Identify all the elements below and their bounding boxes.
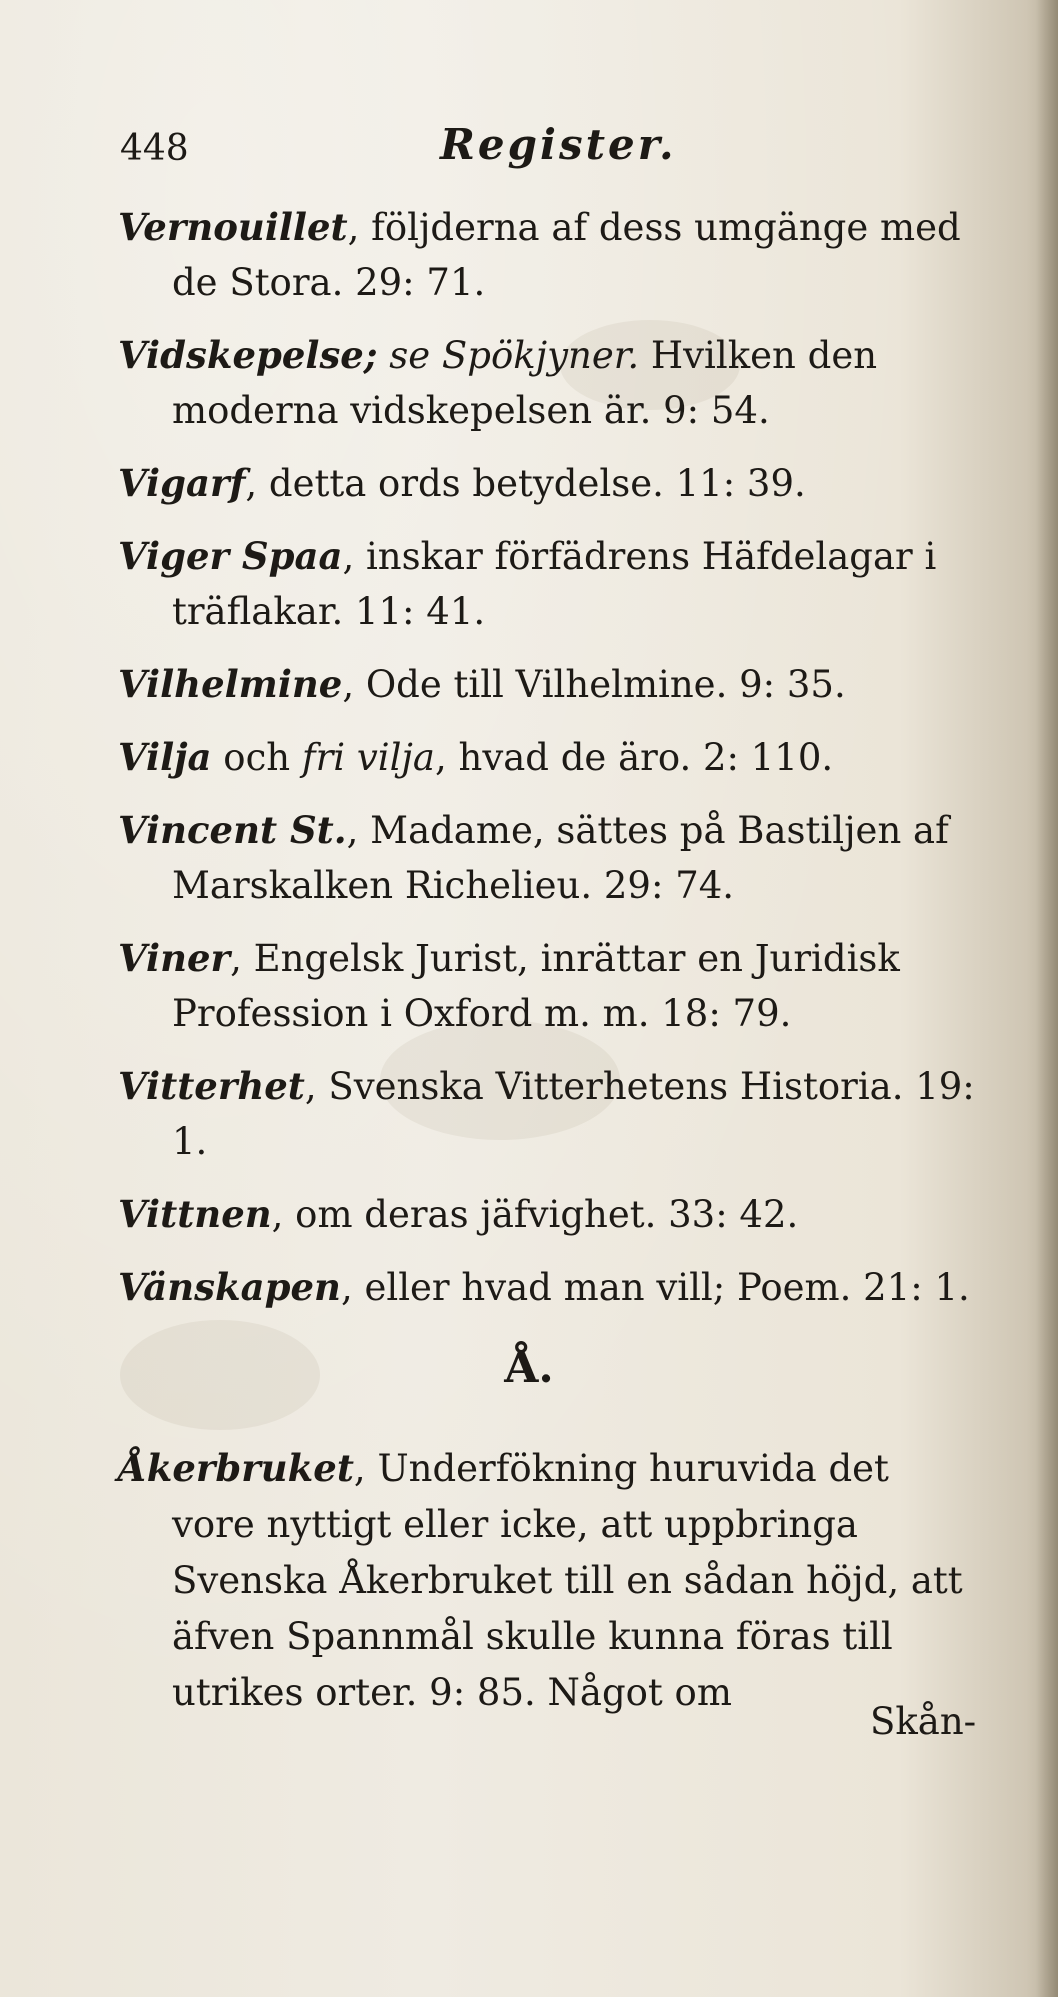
entry-head: Vernouillet <box>118 205 348 249</box>
register-entry <box>118 200 978 310</box>
register-entry <box>118 931 978 1041</box>
entry-head: Vilja <box>118 735 212 779</box>
register-entry <box>118 730 978 785</box>
entry-text: , Svenska Vitterhetens Historia. 19: 1. <box>172 1065 975 1163</box>
register-entry <box>118 529 978 639</box>
section-heading: Å. <box>504 1342 554 1393</box>
register-entry <box>118 1440 978 1721</box>
register-entry <box>118 803 978 913</box>
entry-head: Åkerbruket <box>118 1446 354 1490</box>
entry-head: Viger Spaa <box>118 534 343 578</box>
entry-head: Vittnen <box>118 1192 272 1236</box>
entry-text: och <box>211 736 302 779</box>
register-entry <box>118 657 978 712</box>
entry-text: , Madame, sättes på Bastiljen af Marskalken Richelieu. 29: 74. <box>172 809 949 907</box>
register-entry <box>118 1260 978 1315</box>
entry-text: Hvilken den moderna vidskepelsen är. 9: 54. <box>172 334 878 432</box>
entry-crossref: se Spökjyner. <box>377 334 640 377</box>
catchword: Skån- <box>870 1700 977 1743</box>
entry-head: Vigarf <box>118 461 246 505</box>
entry-text: , Underfökning huruvida det vore nyttigt eller icke, att uppbringa Svenska Åkerbruket till en sådan höjd, att äfven Spannmål skulle kunna föras till utrikes orter. 9: 85. Något om <box>172 1447 963 1714</box>
entry-text: , inskar förfädrens Häfdelagar i träflakar. 11: 41. <box>172 535 937 633</box>
entry-head: Vidskepelse; <box>118 333 378 377</box>
register-entries-section-a-ring <box>118 1440 978 1739</box>
register-entry <box>118 456 978 511</box>
entry-italic-term: fri vilja <box>301 736 435 779</box>
page-header <box>120 120 940 180</box>
entry-head: Vilhelmine <box>118 662 343 706</box>
entry-head: Viner <box>118 936 231 980</box>
register-entry <box>118 1059 978 1169</box>
entry-text: , detta ords betydelse. 11: 39. <box>245 462 806 505</box>
entry-text: , Ode till Vilhelmine. 9: 35. <box>342 663 846 706</box>
entry-head: Vitterhet <box>118 1064 305 1108</box>
entry-head: Vincent St. <box>118 808 347 852</box>
running-title: Register. <box>440 120 677 169</box>
entry-text: , följderna af dess umgänge med de Stora. 29: 71. <box>172 206 961 304</box>
register-entry <box>118 1187 978 1242</box>
entry-text: , Engelsk Jurist, inrättar en Juridisk Profession i Oxford m. m. 18: 79. <box>172 937 900 1035</box>
register-entries <box>118 200 978 1333</box>
page-edge-shadow <box>1036 0 1058 1997</box>
entry-text: , hvad de äro. 2: 110. <box>434 736 834 779</box>
entry-text: , eller hvad man vill; Poem. 21: 1. <box>340 1266 970 1309</box>
register-entry <box>118 328 978 438</box>
entry-head: Vänskapen <box>118 1265 341 1309</box>
entry-text: , om deras jäfvighet. 33: 42. <box>271 1193 799 1236</box>
page-number: 448 <box>120 128 189 169</box>
